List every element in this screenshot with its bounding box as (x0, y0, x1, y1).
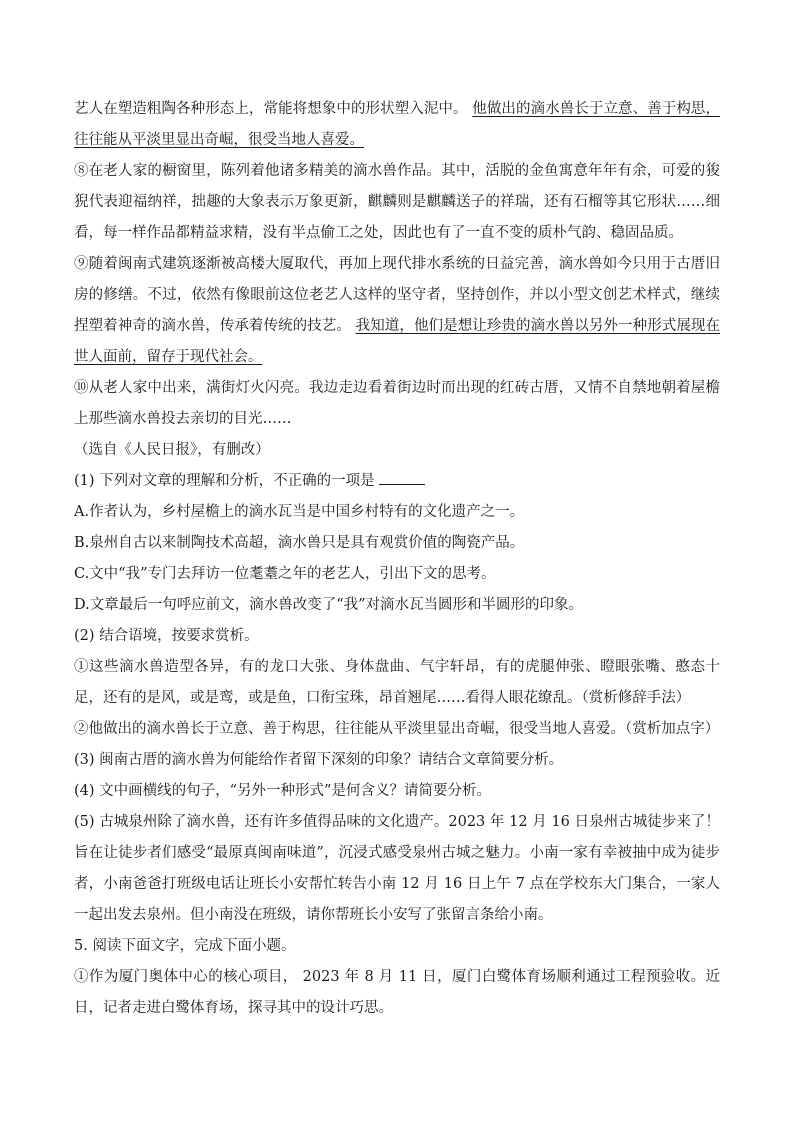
paragraph-9 (74, 249, 720, 373)
option-b: B.泉州自古以来制陶技术高超，滴水兽只是具有观赏价值的陶瓷产品。 (74, 535, 525, 551)
option-d: D.文章最后一句呼应前文，滴水兽改变了“我”对滴水瓦当圆形和半圆形的印象。 (74, 597, 584, 613)
answer-blank[interactable] (379, 470, 425, 485)
question-4: (4) 文中画横线的句子，“另外一种形式”是何含义？请简要分析。 (74, 783, 491, 799)
question-2-part-1: ①这些滴水兽造型各异，有的龙口大张、身体盘曲、气宇轩昂，有的虎腿伸张、瞪眼张嘴、憨态十足，还有的是风，或是鸾，或是鱼，口衔宝珠，昂首翘尾……看得人眼花缭乱。（赏析修辞手法） (74, 659, 720, 706)
option-c: C.文中“我”专门去拜访一位耄耋之年的老艺人，引出下文的思考。 (74, 566, 496, 582)
question-2-part-2: ②他做出的滴水兽长于立意、善于构思，往往能从平淡里显出奇崛，很受当地人喜爱。（赏析加点字） (74, 721, 720, 737)
paragraph-7-text: 艺人在塑造粗陶各种形态上，常能将想象中的形状塑入泥中。 (74, 101, 468, 117)
question-5: (5) 古城泉州除了滴水兽，还有许多值得品味的文化遗产。2023 年 12 月 16 日泉州古城徒步来了！旨在让徒步者们感受“最原真闽南味道”，沉浸式感受泉州古城之魅力。小南一家有幸被抽中成为徒步者，小南爸爸打班级电话让班长小安帮忙转告小南 12 月 16 日上午 7 点在学校东大门集合，一家人一起出发去泉州。但小南没在班级，请你帮班长小安写了张留言条给小南。 (74, 814, 720, 923)
paragraph-7 (74, 94, 720, 156)
paragraph-9-text: ⑨随着闽南式建筑逐渐被高楼大厦取代，再加上现代排水系统的日益完善，滴水兽如今只用于古厝旧房的修缮。不过，依然有像眼前这位老艺人这样的坚守者，坚持创作，并以小型文创艺术样式，继续捏塑着神奇的滴水兽，传承着传统的技艺。 (74, 256, 720, 334)
option-a: A.作者认为，乡村屋檐上的滴水瓦当是中国乡村特有的文化遗产之一。 (74, 504, 525, 520)
question-1 (74, 466, 720, 497)
question-1-text: (1) 下列对文章的理解和分析，不正确的一项是 (74, 473, 375, 489)
question-3: (3) 闽南古厝的滴水兽为何能给作者留下深刻的印象？请结合文章简要分析。 (74, 752, 564, 768)
section-5-paragraph-1: ①作为厦门奥体中心的核心项目， 2023 年 8 月 11 日，厦门白鹭体育场顺利通过工程预验收。近日，记者走进白鹭体育场，探寻其中的设计巧思。 (74, 969, 720, 1016)
underlined-sentence-7: 他做出的滴水兽长于立意、善于构思，往往能从平淡里显出奇崛，很受当地人喜爱。 (74, 101, 720, 148)
document-body (74, 94, 720, 1024)
paragraph-10: ⑩从老人家中出来，满街灯火闪亮。我边走边看着街边时而出现的红砖古厝，又情不自禁地朝着屋檐上那些滴水兽投去亲切的目光…… (74, 380, 720, 427)
underlined-sentence-9: 我知道，他们是想让珍贵的滴水兽以另外一种形式展现在世人面前，留存于现代社会。 (74, 318, 721, 365)
section-5-heading: 5. 阅读下面文字，完成下面小题。 (74, 938, 296, 954)
question-2: (2) 结合语境，按要求赏析。 (74, 628, 259, 644)
paragraph-8: ⑧在老人家的橱窗里，陈列着他诸多精美的滴水兽作品。其中，活脱的金鱼寓意年年有余，可爱的狻猊代表迎福纳祥，拙趣的大象表示万象更新，麒麟则是麒麟送子的祥瑞，还有石榴等其它形状……细看，每一样作品都精益求精，没有半点偷工之处，因此也有了一直不变的质朴气韵、稳固品质。 (74, 163, 720, 241)
source-note: （选自《人民日报》，有删改） (74, 442, 270, 458)
